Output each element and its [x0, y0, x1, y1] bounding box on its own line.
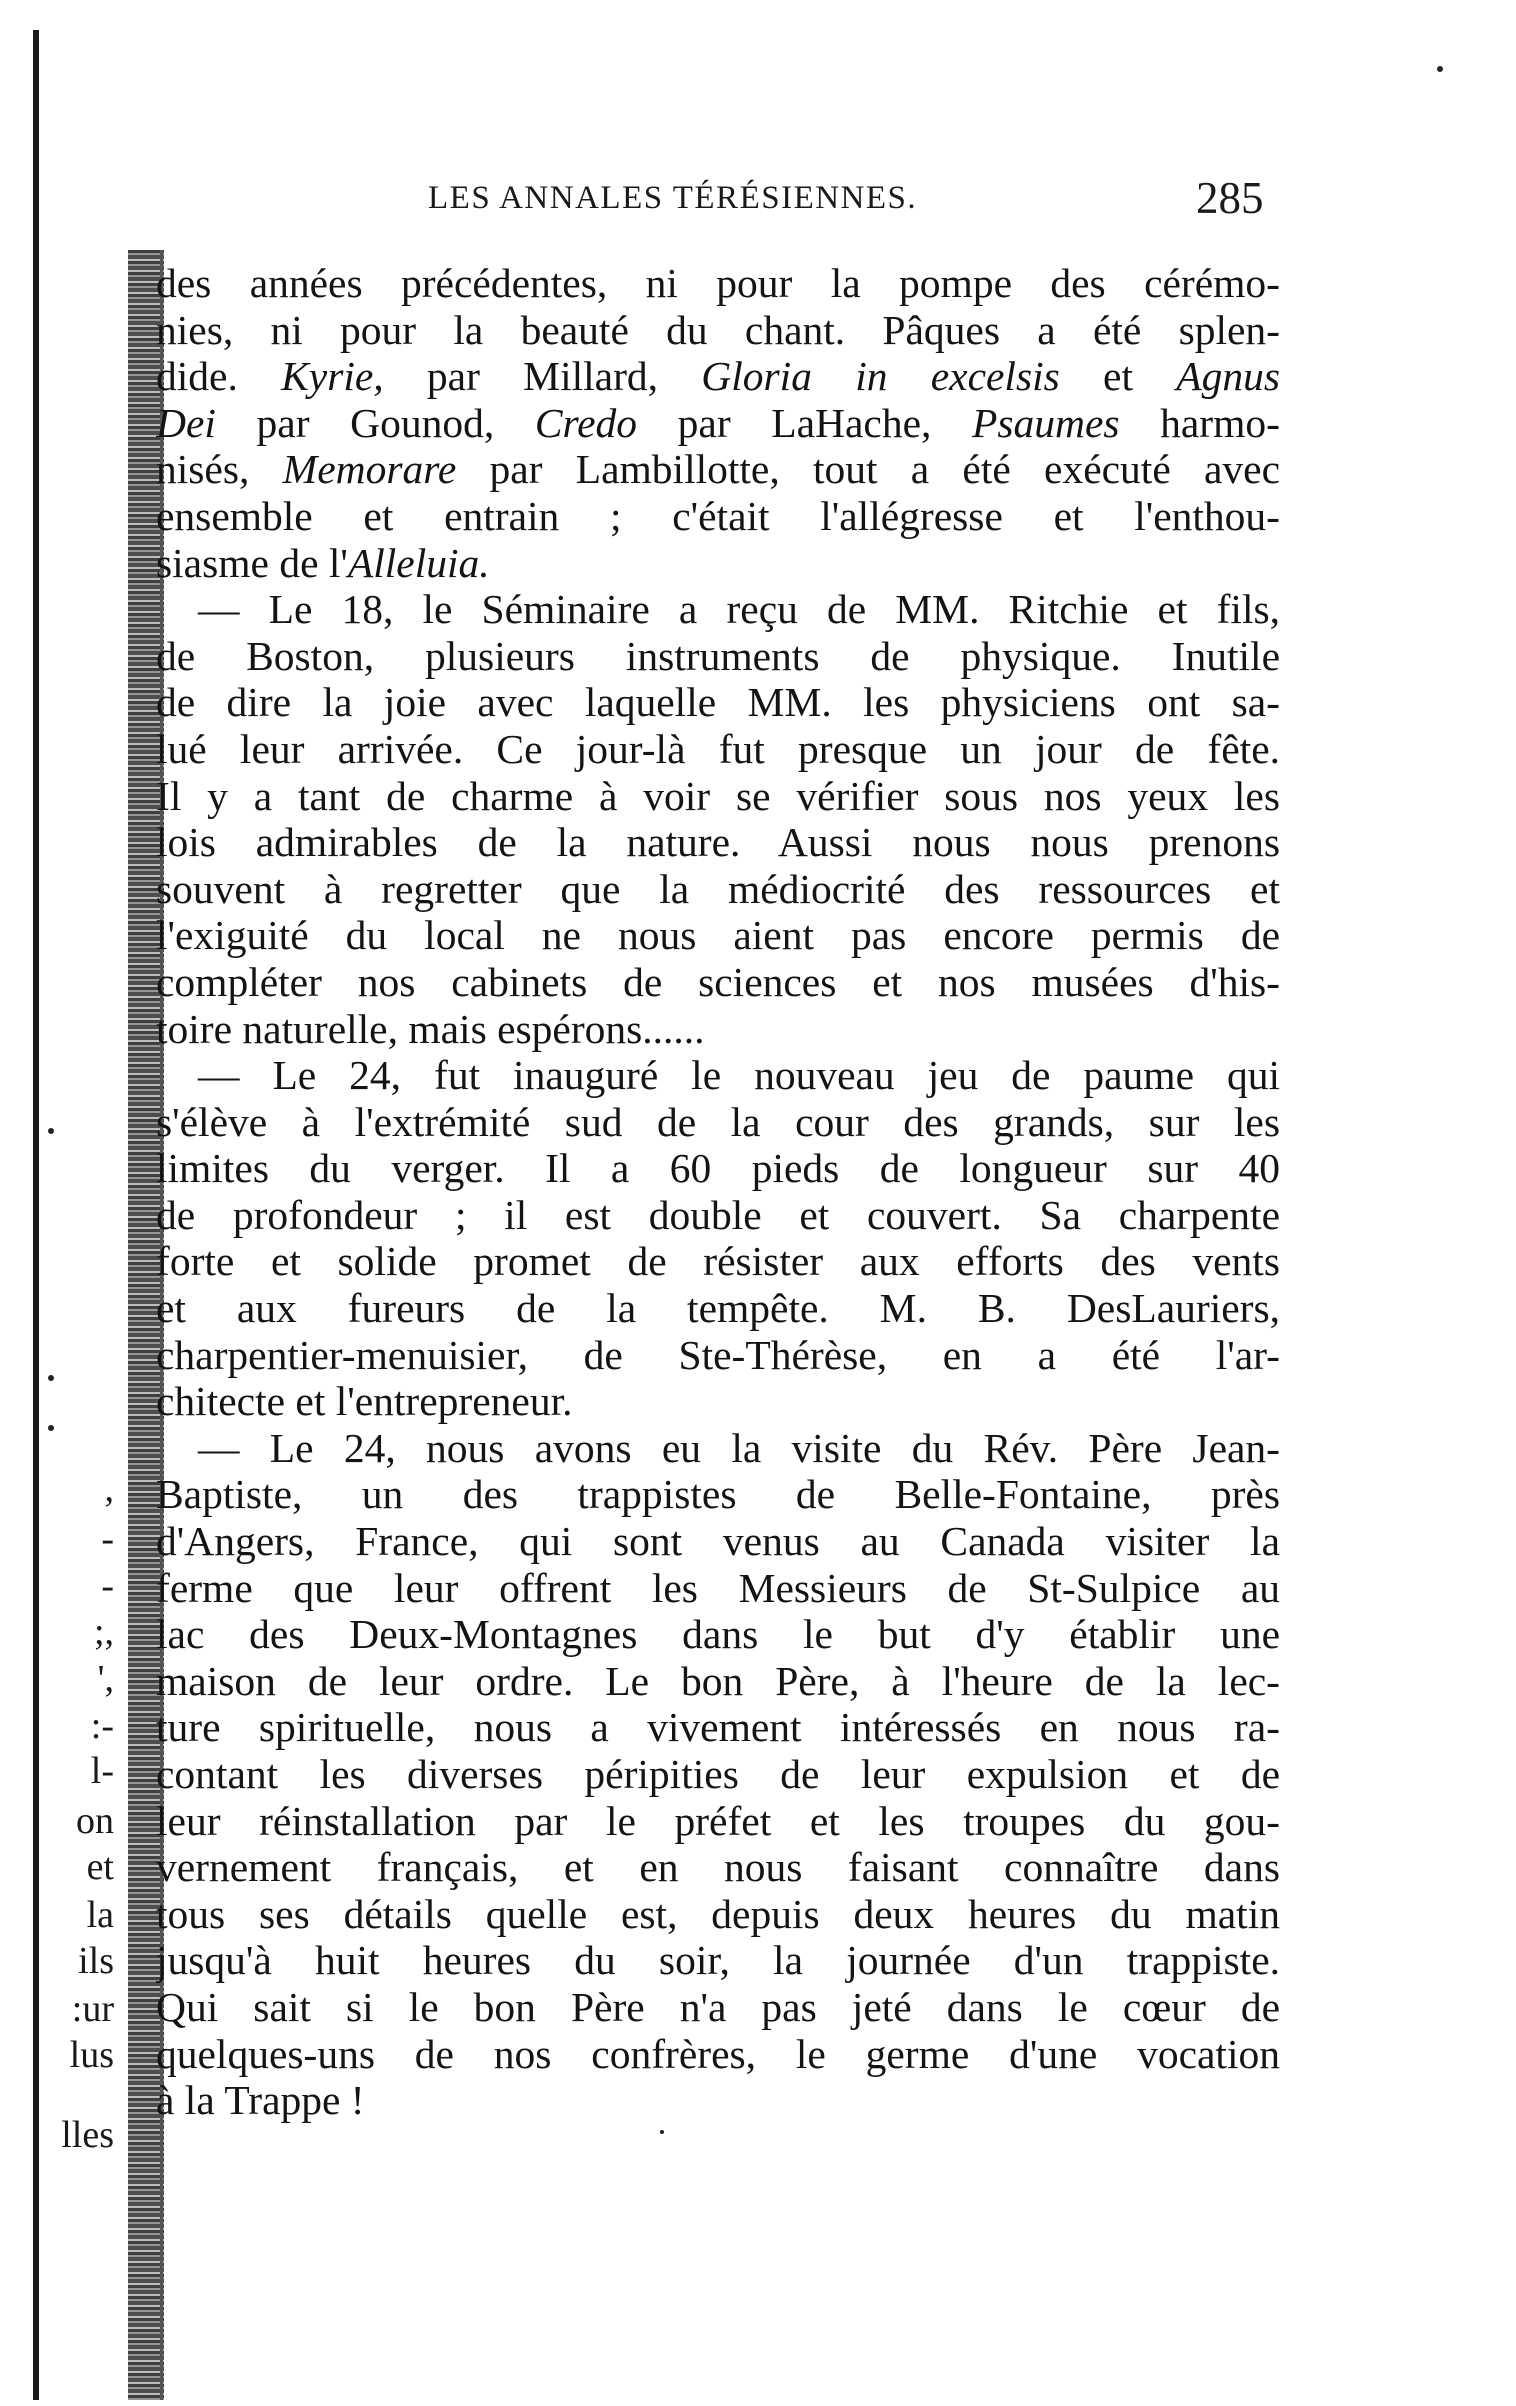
text-line — [156, 1471, 1280, 1518]
body-text — [156, 260, 1280, 2124]
text-run: leur réinstallation par le préfet et les troupes du gou- — [156, 1797, 1280, 1844]
text-line — [156, 1937, 1280, 1984]
speck — [48, 1128, 54, 1134]
text-run: lué leur arrivée. Ce jour-là fut presque un jour de fête. — [156, 725, 1280, 772]
text-line — [156, 679, 1280, 726]
text-run: et aux fureurs de la tempête. M. B. DesLauriers, — [156, 1285, 1280, 1332]
text-run: nisés, — [156, 446, 283, 493]
text-line — [156, 493, 1280, 540]
text-run: maison de leur ordre. Le bon Père, à l'heure de la lec- — [156, 1657, 1280, 1704]
page-number: 285 — [1196, 173, 1264, 223]
text-run: ferme que leur offrent les Messieurs de St-Sulpice au — [156, 1564, 1280, 1611]
text-line — [156, 1052, 1280, 1099]
running-title: LES ANNALES TÉRÉSIENNES. — [428, 180, 918, 216]
speck — [660, 2130, 664, 2134]
margin-fragment: ils — [78, 1940, 114, 1982]
text-line — [156, 1425, 1280, 1472]
text-line — [156, 633, 1280, 680]
text-run: contant les diverses péripities de leur expulsion et de — [156, 1751, 1280, 1797]
text-run: — Le 18, le Séminaire a reçu de MM. Ritchie et fils, — [198, 586, 1280, 633]
margin-fragment: la — [86, 1894, 114, 1936]
margin-fragment: - — [101, 1518, 114, 1560]
margin-fragment: lus — [69, 2034, 114, 2076]
margin-fragment: lles — [61, 2114, 114, 2156]
text-line — [156, 1658, 1280, 1705]
text-run: par LaHache, — [637, 399, 972, 446]
text-run: chitecte et l'entrepreneur. — [156, 1378, 573, 1425]
text-run: par Millard, — [383, 353, 702, 400]
text-line — [156, 1285, 1280, 1332]
text-line — [156, 726, 1280, 773]
speck — [48, 1375, 54, 1381]
text-run: Qui sait si le bon Père n'a pas jeté dans le cœur de — [156, 1983, 1280, 2030]
text-run: — Le 24, nous avons eu la visite du Rév. Père Jean- — [198, 1424, 1280, 1471]
margin-fragment: :- — [90, 1705, 114, 1747]
text-run: nies, ni pour la beauté du chant. Pâques a été splen- — [156, 306, 1280, 353]
text-line — [156, 1192, 1280, 1239]
text-run: quelques-uns de nos confrères, le germe d'une vocation — [156, 2030, 1280, 2077]
speck — [1437, 66, 1443, 72]
margin-fragment: , — [104, 1468, 114, 1510]
text-run: Baptiste, un des trappistes de Belle-Fontaine, près — [156, 1471, 1280, 1518]
text-line — [156, 1006, 1280, 1053]
text-line — [156, 540, 1280, 587]
text-line — [156, 1891, 1280, 1938]
text-line — [156, 1099, 1280, 1146]
text-run: par Lambillotte, tout a été exécuté avec — [456, 446, 1280, 493]
text-run: — Le 24, fut inauguré le nouveau jeu de paume qui — [198, 1052, 1280, 1099]
text-line — [156, 819, 1280, 866]
text-run: s'élève à l'extrémité sud de la cour des grands, sur les — [156, 1098, 1280, 1145]
margin-fragment: :ur — [71, 1988, 114, 2030]
italic-text: Psaumes — [971, 399, 1120, 446]
text-line — [156, 773, 1280, 820]
text-line — [156, 1518, 1280, 1565]
text-line — [156, 400, 1280, 447]
italic-text: Gloria in excelsis — [701, 353, 1060, 400]
text-line — [156, 1984, 1280, 2031]
text-run: Il y a tant de charme à voir se vérifier sous nos yeux les — [156, 772, 1280, 819]
text-run: forte et solide promet de résister aux efforts des vents — [156, 1238, 1280, 1285]
text-run: limites du verger. Il a 60 pieds de longueur sur 40 — [156, 1145, 1280, 1192]
text-line — [156, 2077, 1280, 2124]
text-line — [156, 2031, 1280, 2078]
text-line — [156, 446, 1280, 493]
text-run: dide. — [156, 353, 282, 400]
text-line — [156, 260, 1280, 307]
text-run: des années précédentes, ni pour la pompe des cérémo- — [156, 260, 1280, 306]
text-run: tous ses détails quelle est, depuis deux heures du matin — [156, 1890, 1280, 1937]
text-line — [156, 1751, 1280, 1798]
margin-fragment: et — [86, 1846, 114, 1888]
italic-text: Alleluia. — [347, 539, 490, 586]
text-run: l'exiguité du local ne nous aient pas encore permis de — [156, 912, 1280, 959]
text-run: et — [1059, 353, 1177, 400]
text-run: ensemble et entrain ; c'était l'allégresse et l'enthou- — [156, 492, 1280, 539]
italic-text: Dei — [156, 399, 216, 446]
text-run: lois admirables de la nature. Aussi nous nous prenons — [156, 819, 1280, 866]
text-line — [156, 1378, 1280, 1425]
text-run: siasme de l' — [156, 539, 348, 586]
margin-fragment: l- — [90, 1750, 114, 1792]
italic-text: Agnus — [1176, 353, 1280, 400]
text-line — [156, 307, 1280, 354]
text-line — [156, 586, 1280, 633]
text-line — [156, 353, 1280, 400]
margin-fragment: on — [76, 1800, 114, 1842]
text-run: compléter nos cabinets de sciences et nos musées d'his- — [156, 958, 1280, 1005]
text-run: ture spirituelle, nous a vivement intéressés en nous ra- — [156, 1704, 1280, 1751]
text-run: de profondeur ; il est double et couvert. Sa charpente — [156, 1191, 1280, 1238]
text-run: lac des Deux-Montagnes dans le but d'y établir une — [156, 1611, 1280, 1658]
text-line — [156, 1844, 1280, 1891]
italic-text: Kyrie, — [281, 353, 384, 400]
italic-text: Memorare — [282, 446, 457, 493]
text-run: toire naturelle, mais espérons...... — [156, 1005, 705, 1052]
text-line — [156, 1704, 1280, 1751]
text-run: de Boston, plusieurs instruments de physique. Inutile — [156, 632, 1280, 679]
text-run: jusqu'à huit heures du soir, la journée d'un trappiste. — [156, 1937, 1280, 1984]
text-line — [156, 1565, 1280, 1612]
text-run: harmo- — [1119, 399, 1280, 446]
text-run: d'Angers, France, qui sont venus au Canada visiter la — [156, 1518, 1280, 1565]
margin-fragment: - — [101, 1565, 114, 1607]
text-line — [156, 1332, 1280, 1379]
margin-fragment: ;, — [93, 1611, 114, 1653]
text-line — [156, 912, 1280, 959]
speck — [48, 1425, 54, 1431]
margin-fragment: ', — [97, 1658, 114, 1700]
text-run: de dire la joie avec laquelle MM. les physiciens ont sa- — [156, 679, 1280, 726]
text-run: vernement français, et en nous faisant connaître dans — [156, 1844, 1280, 1891]
text-line — [156, 866, 1280, 913]
text-line — [156, 1238, 1280, 1285]
text-line — [156, 1611, 1280, 1658]
text-line — [156, 1798, 1280, 1845]
italic-text: Credo — [534, 399, 638, 446]
text-run: à la Trappe ! — [156, 2077, 365, 2124]
text-run: charpentier-menuisier, de Ste-Thérèse, en a été l'ar- — [156, 1331, 1280, 1378]
text-line — [156, 959, 1280, 1006]
text-run: par Gounod, — [215, 399, 535, 446]
text-run: souvent à regretter que la médiocrité des ressources et — [156, 865, 1280, 912]
text-line — [156, 1145, 1280, 1192]
